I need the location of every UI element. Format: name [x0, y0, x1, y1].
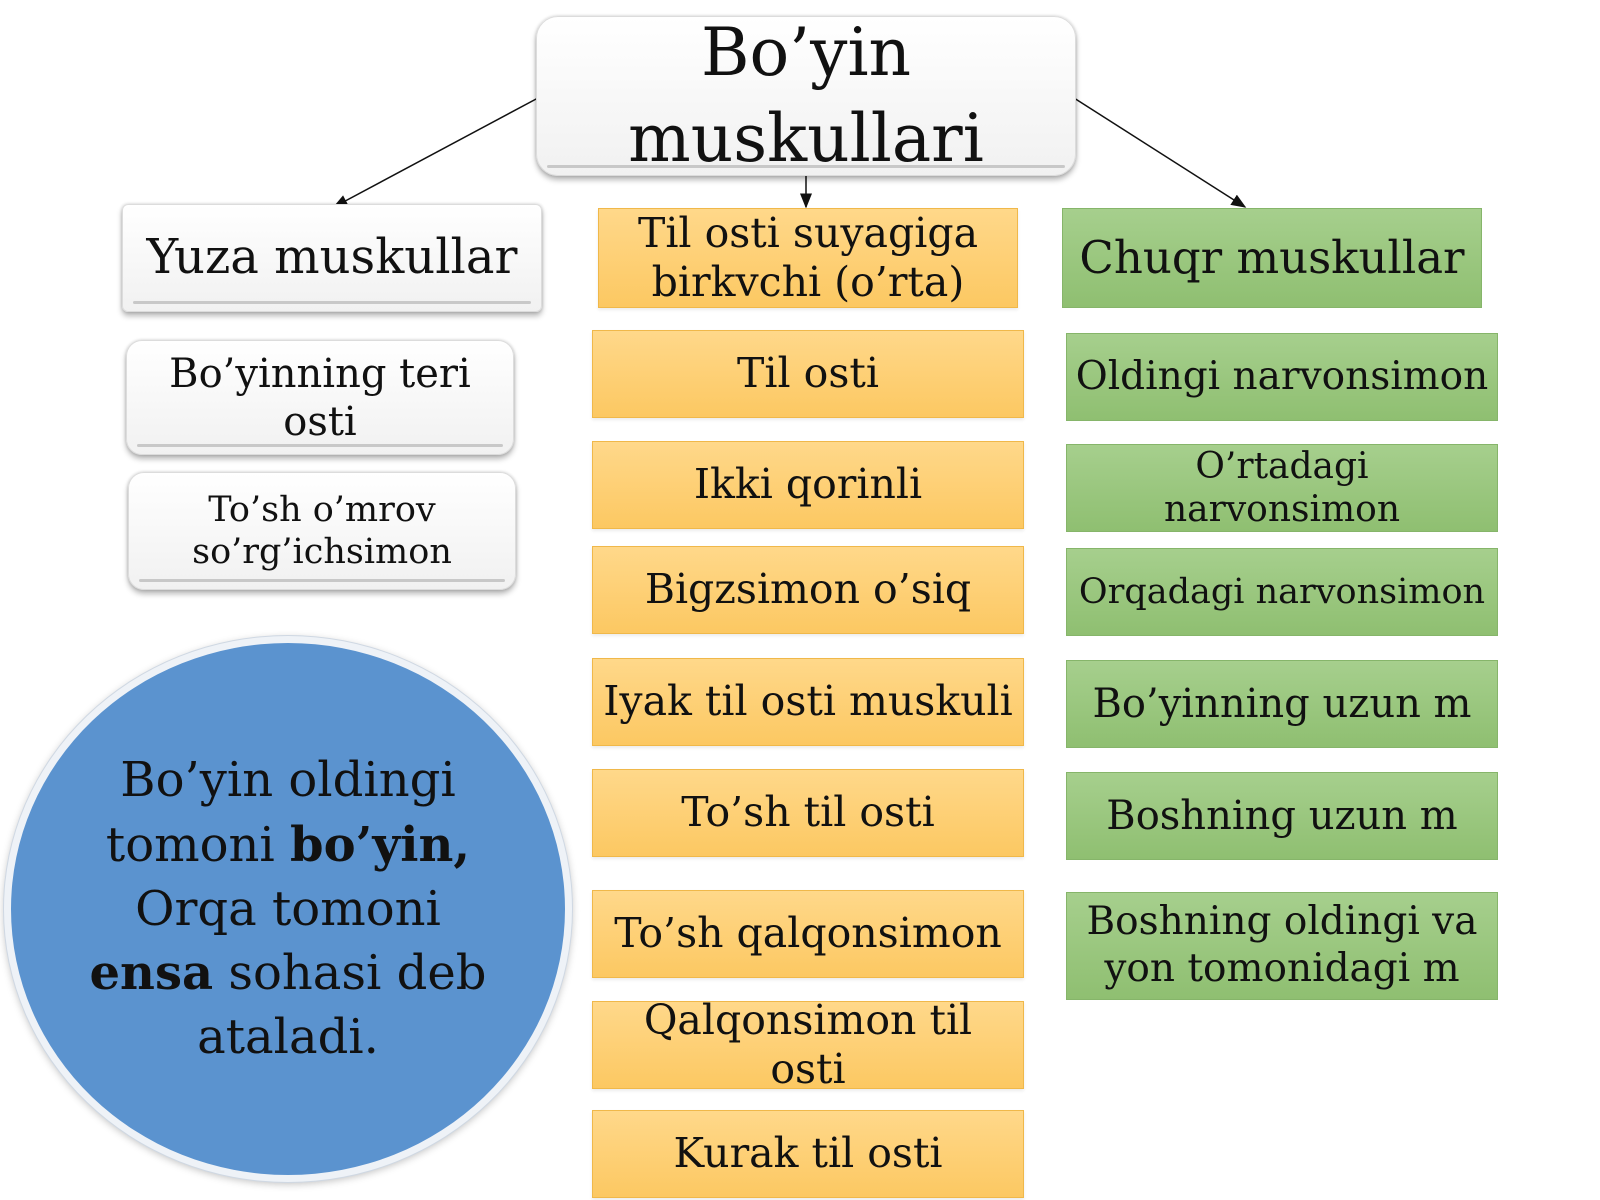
- middle-item: [592, 546, 1024, 634]
- middle-item: [592, 658, 1024, 746]
- deep-item: [1066, 660, 1498, 748]
- title-box: [536, 16, 1076, 176]
- diagram-title: Bo’yin muskullari: [628, 14, 984, 177]
- deep-item-label: Boshning oldingi va yon tomonidagi m: [1086, 899, 1478, 991]
- deep-header: Chuqr muskullar: [1079, 231, 1465, 284]
- middle-item-label: Iyak til osti muskuli: [603, 677, 1013, 726]
- arrow-to-deep: [1074, 98, 1245, 207]
- superficial-item: [128, 472, 516, 590]
- middle-header-box: [598, 208, 1018, 308]
- superficial-item: [126, 340, 514, 455]
- superficial-header-box: [122, 204, 542, 312]
- superficial-item-label: To’sh o’mrov so’rg’ichsimon: [192, 490, 452, 572]
- middle-item-label: To’sh til osti: [681, 788, 935, 837]
- middle-item-label: Til osti: [737, 349, 879, 398]
- middle-item: [592, 769, 1024, 857]
- deep-item: [1066, 333, 1498, 421]
- deep-item: [1066, 444, 1498, 532]
- deep-item: [1066, 772, 1498, 860]
- middle-item-label: Bigzsimon o’siq: [644, 565, 972, 614]
- middle-item: [592, 330, 1024, 418]
- info-circle: [4, 636, 572, 1182]
- info-text: [68, 748, 508, 1070]
- middle-item: [592, 1110, 1024, 1198]
- deep-header-box: [1062, 208, 1482, 308]
- superficial-item-label: Bo’yinning teri osti: [169, 350, 471, 445]
- deep-item-label: Orqadagi narvonsimon: [1078, 572, 1486, 612]
- middle-item: [592, 995, 1024, 1093]
- middle-item: [592, 890, 1024, 978]
- info-line-2: Orqa tomoni: [135, 880, 441, 937]
- deep-item: [1066, 548, 1498, 636]
- info-bold-neck: bo’yin,: [290, 816, 471, 873]
- middle-item-label: Kurak til osti: [673, 1129, 943, 1178]
- deep-item-label: O’rtadagi narvonsimon: [1163, 445, 1401, 530]
- info-line-3: sohasi deb ataladi.: [197, 945, 487, 1066]
- deep-item-label: Oldingi narvonsimon: [1075, 353, 1489, 399]
- middle-item: [592, 441, 1024, 529]
- arrow-to-superficial: [334, 98, 538, 207]
- info-bold-nape: ensa: [89, 945, 214, 1002]
- deep-item: [1066, 892, 1498, 1000]
- info-line-1: Bo’yin oldingi tomoni: [105, 752, 456, 873]
- middle-item-label: Ikki qorinli: [693, 460, 923, 509]
- middle-item-label: Qalqonsimon til osti: [643, 995, 973, 1093]
- deep-item-label: Boshning uzun m: [1106, 793, 1458, 839]
- middle-header: Til osti suyagiga birkvchi (o’rta): [637, 208, 979, 306]
- middle-item-label: To’sh qalqonsimon: [614, 909, 1002, 958]
- deep-item-label: Bo’yinning uzun m: [1092, 681, 1472, 727]
- superficial-header: Yuza muskullar: [146, 229, 518, 286]
